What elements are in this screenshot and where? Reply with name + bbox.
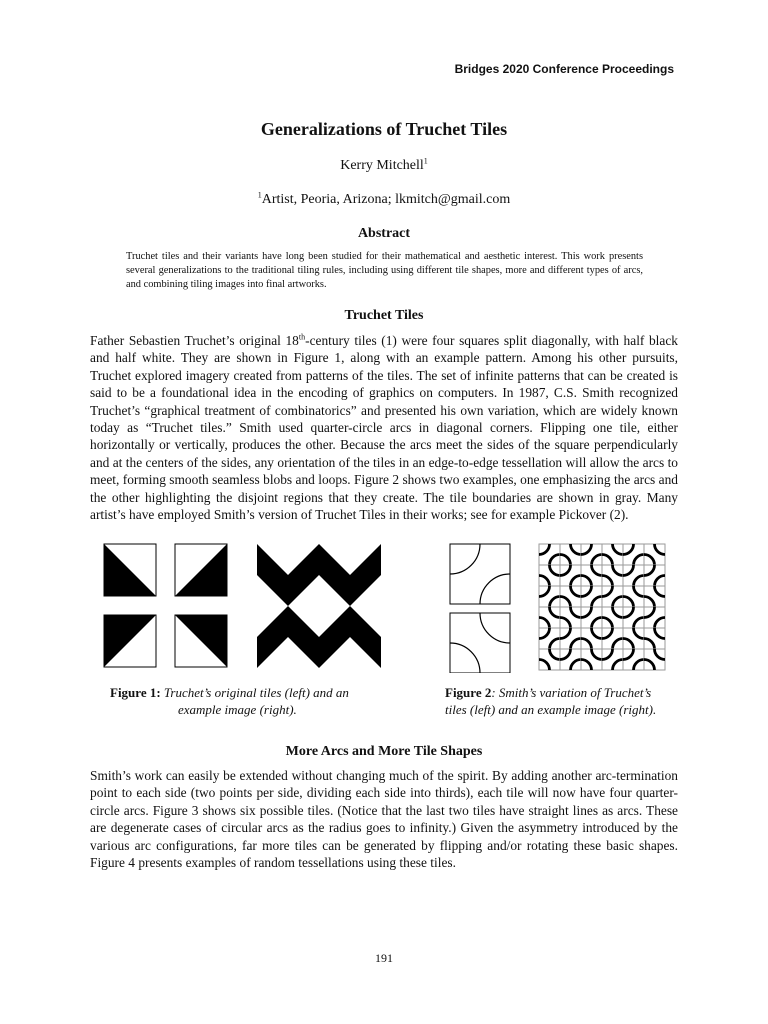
figure2-image	[448, 543, 698, 673]
quarter-circle-arcs	[602, 565, 623, 586]
author-affiliation-mark: 1	[423, 156, 428, 166]
quarter-circle-arcs	[539, 586, 560, 607]
section1-text-rest: -century tiles (1) were four squares split diagonally, with half black and half white. They are shown in Figure 1, along with an example pattern. Among his other pursuits, Truchet explored imagery created from patterns of the tiles. The set of infinite patterns that can be created is said to be a foundational idea in the encoding of graphics on computers. In 1987, C.S. Smith recognized Truchet’s “graphical treatment of combinatorics” and presented his own variation, which are widely known today as “Truchet tiles.” Smith used quarter-circle arcs in diagonal corners. Flipping one tile, either horizontally or vertically, produces the other. Because the arcs meet the sides of the square perpendicularly and at the centers of the sides, any orientation of the tiles in an edge-to-edge tessellation will allow the arcs to meet, forming smooth seamless blobs and loops. Figure 2 shows two examples, one emphasizing the arcs and the other highlighting the disjoint regions that they create. The tile boundaries are shown in gray. Many artist’s have employed Smith’s version of Truchet Tiles in their works; see for example Pickover (2).	[90, 333, 678, 523]
quarter-circle-arcs	[602, 628, 623, 649]
quarter-circle-arcs	[644, 628, 665, 649]
affiliation-mark: 1	[257, 190, 262, 200]
quarter-circle-arcs	[560, 607, 581, 628]
quarter-circle-arcs	[581, 586, 602, 607]
figure1-caption	[110, 684, 410, 718]
section1-superscript: th	[298, 332, 306, 342]
quarter-circle-arcs	[644, 586, 665, 607]
section1-paragraph	[90, 332, 678, 523]
quarter-circle-arcs	[602, 544, 623, 565]
figure1-caption-line1: Truchet’s original tiles (left) and an	[163, 685, 349, 700]
quarter-circle-arcs	[644, 565, 665, 586]
figure1-label: Figure 1:	[110, 685, 161, 700]
quarter-circle-arcs	[644, 649, 665, 670]
section-heading-truchet-tiles: Truchet Tiles	[344, 308, 424, 323]
figure2-example-pattern	[539, 544, 665, 670]
quarter-circle-arcs	[602, 649, 623, 670]
section-heading-more-arcs: More Arcs and More Tile Shapes	[285, 744, 483, 759]
quarter-circle-arcs	[539, 607, 560, 628]
figure1-image	[103, 543, 383, 673]
quarter-circle-arcs	[539, 565, 560, 586]
quarter-circle-arcs	[623, 649, 644, 670]
quarter-circle-arcs	[623, 565, 644, 586]
quarter-circle-arcs	[581, 649, 602, 670]
quarter-circle-arcs	[539, 544, 560, 565]
author-name: Kerry Mitchell	[340, 158, 424, 173]
quarter-circle-arcs	[602, 586, 623, 607]
quarter-circle-arcs	[560, 586, 581, 607]
section2-paragraph: Smith’s work can easily be extended without changing much of the spirit. By adding another arc-termination point to each side (two points per side, dividing each side into thirds), each tile will now have four quarter-circle arcs. Figure 3 shows six possible tiles. (Notice that the last two tiles have straight lines as arcs. These are degenerate cases of circular arcs as the radius goes to infinity.) Given the asymmetry introduced by the various arc configurations, far more tiles can be generated by flipping and/or rotating these basic shapes. Figure 4 presents examples of random tessellations using these tiles.	[90, 768, 678, 871]
affiliation-text: Artist, Peoria, Arizona; lkmitch@gmail.com	[261, 192, 511, 207]
quarter-circle-arcs	[539, 628, 560, 649]
section1-text-start: Father Sebastien Truchet’s original 18	[90, 333, 299, 348]
arc-tile-square	[450, 613, 510, 673]
figure1-original-tiles	[104, 544, 227, 667]
quarter-circle-arcs	[581, 544, 602, 565]
quarter-circle-arcs	[581, 607, 602, 628]
quarter-circle-arcs	[539, 649, 560, 670]
quarter-circle-arcs	[560, 649, 581, 670]
page-number: 191	[375, 951, 393, 965]
figure1-caption-line2: example image (right).	[178, 702, 297, 717]
figure2-label: Figure 2	[445, 685, 492, 700]
figure2-caption-line2: tiles (left) and an example image (right).	[445, 702, 657, 717]
abstract-text: Truchet tiles and their variants have long been studied for their mathematical and aesthetic interest. This work presents several generalizations to the traditional tiling rules, including using different tile shapes, more and different types of arcs, and combining tiling images into final artworks.	[126, 251, 643, 290]
arc-tile-square	[450, 544, 510, 604]
quarter-circle-arcs	[450, 544, 510, 604]
quarter-circle-arcs	[623, 628, 644, 649]
quarter-circle-arcs	[644, 544, 665, 565]
quarter-circle-arcs	[623, 607, 644, 628]
abstract-heading: Abstract	[357, 226, 411, 241]
quarter-circle-arcs	[623, 544, 644, 565]
quarter-circle-arcs	[560, 565, 581, 586]
quarter-circle-arcs	[581, 565, 602, 586]
quarter-circle-arcs	[450, 613, 510, 673]
figure2-caption	[445, 684, 705, 718]
figure2-caption-line1: : Smith’s variation of Truchet’s	[491, 685, 652, 700]
affiliation-line	[0, 192, 768, 208]
figure2-smith-tiles	[450, 544, 510, 673]
quarter-circle-arcs	[560, 628, 581, 649]
quarter-circle-arcs	[560, 544, 581, 565]
quarter-circle-arcs	[623, 586, 644, 607]
paper-title: Generalizations of Truchet Tiles	[260, 119, 508, 139]
quarter-circle-arcs	[602, 607, 623, 628]
author-line	[0, 158, 768, 174]
figure1-example-pattern	[257, 544, 381, 668]
quarter-circle-arcs	[581, 628, 602, 649]
proceedings-header: Bridges 2020 Conference Proceedings	[454, 62, 674, 76]
quarter-circle-arcs	[644, 607, 665, 628]
